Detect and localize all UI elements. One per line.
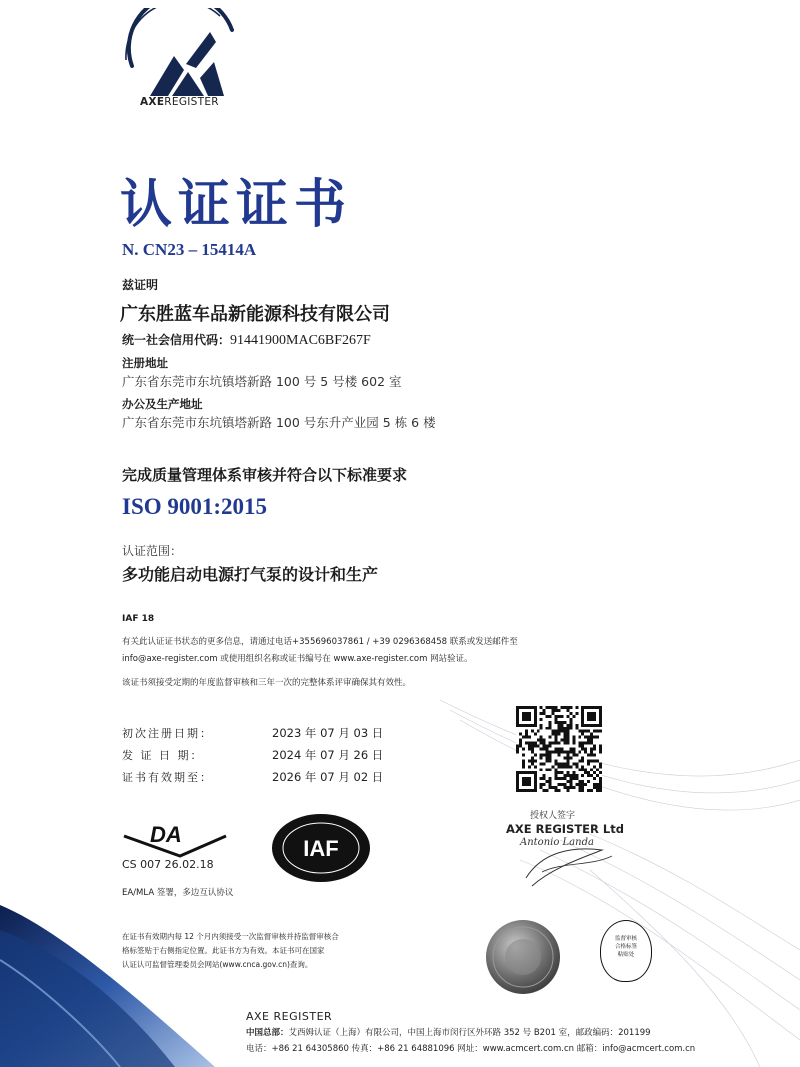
svg-text:DA: DA (150, 822, 182, 847)
validity-note: 该证书须接受定期的年度监督审核和三年一次的完整体系评审确保其有效性。 (122, 678, 412, 688)
date-label: 证书有效期至： (122, 771, 213, 784)
qr-code[interactable] (516, 706, 602, 792)
certificate-title: 认证证书 (120, 174, 353, 235)
stamp-line: 粘贴处 (617, 952, 635, 958)
surveillance-sticker-area (600, 920, 652, 982)
note-line: 认证认可监督管理委员会网站(www.cnca.gov.cn)查询。 (122, 960, 313, 969)
stamp-line: 合格标签 (614, 944, 637, 950)
registered-address: 广东省东莞市东坑镇塔新路 100 号 5 号楼 602 室 (122, 374, 402, 389)
hereby-label: 兹证明 (122, 278, 159, 292)
scope-value: 多功能启动电源打气泵的设计和生产 (122, 565, 379, 584)
signatory-company: AXE REGISTER Ltd (506, 822, 624, 836)
info-line: 有关此认证证书状态的更多信息，请通过电话+355696037861 / +39 0296368458 联系或发送邮件至 (122, 637, 518, 647)
authorized-signature-label: 授权人签字 (530, 811, 576, 821)
company-name: 广东胜蓝车品新能源科技有限公司 (120, 304, 390, 325)
signatory-name: Antonio Landa (520, 837, 594, 848)
footer-contact: 电话：+86 21 64305860 传真：+86 21 64881096 网址：www.acmcert.com.cn 邮箱：info@acmcert.com.cn (246, 1044, 696, 1054)
surveillance-note (122, 930, 452, 972)
credit-code-label: 统一社会信用代码： (122, 333, 231, 347)
svg-text:IAF: IAF (303, 836, 339, 861)
hologram-seal (484, 918, 562, 996)
note-line: 格标签贴于右侧指定位置。此证书方为有效。本证书可在国家 (122, 946, 325, 955)
date-row (122, 722, 383, 744)
date-value: 2024 年 07 月 26 日 (272, 748, 384, 762)
ea-mla-text: EA/MLA 签署，多边互认协议 (122, 888, 234, 898)
footer-hq-label: 中国总部： (246, 1028, 289, 1038)
date-value: 2023 年 07 月 03 日 (272, 726, 384, 740)
registered-address-label: 注册地址 (122, 356, 168, 370)
date-label: 发 证 日 期： (122, 749, 204, 762)
date-label: 初次注册日期： (122, 727, 213, 740)
office-address: 广东省东莞市东坑镇塔新路 100 号东升产业园 5 栋 6 楼 (122, 415, 436, 430)
date-row (122, 744, 383, 766)
standard-name: ISO 9001:2015 (122, 494, 268, 519)
credit-code (122, 331, 371, 349)
da-accreditation-logo (120, 818, 230, 858)
certificate-number: N. CN23 – 15414A (122, 240, 257, 259)
footer-address (246, 1026, 651, 1038)
verification-info (122, 634, 642, 668)
dates-table (122, 722, 383, 788)
logo-wordmark: AXEREGISTER (140, 96, 219, 108)
date-row (122, 766, 383, 788)
footer-brand: AXE REGISTER (246, 1010, 333, 1023)
scope-label: 认证范围： (122, 544, 183, 558)
requirement-text: 完成质量管理体系审核并符合以下标准要求 (122, 466, 408, 484)
iaf-code: IAF 18 (122, 614, 155, 624)
date-value: 2026 年 07 月 02 日 (272, 770, 384, 784)
iaf-logo (270, 812, 372, 884)
footer-address-text: 艾西姆认证（上海）有限公司，中国上海市闵行区外环路 352 号 B201 室，邮政编码：201199 (288, 1028, 651, 1038)
accreditation-code: CS 007 26.02.18 (122, 858, 214, 871)
stamp-line: 监督审核 (614, 936, 637, 942)
note-line: 在证书有效期内每 12 个月内须接受一次监督审核并持监督审核合 (122, 932, 339, 941)
credit-code-value: 91441900MAC6BF267F (230, 333, 371, 348)
info-line: info@axe-register.com 或使用组织名称或证书编号在 www.axe-register.com 网站验证。 (122, 654, 473, 664)
office-address-label: 办公及生产地址 (122, 397, 203, 411)
